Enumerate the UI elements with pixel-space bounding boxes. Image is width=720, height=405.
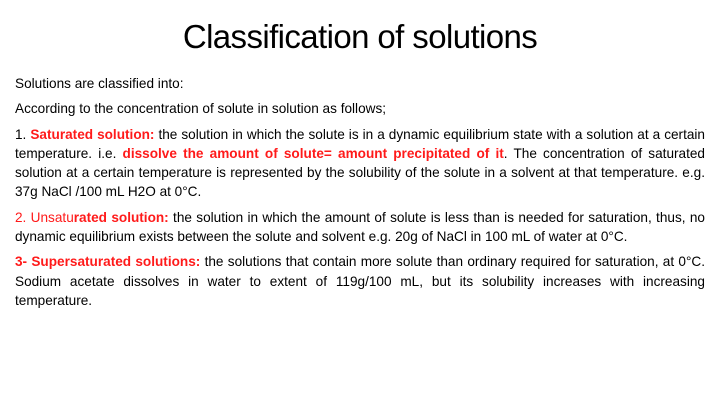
saturated-number: 1. [15,126,31,142]
supersaturated-term: 3- Supersaturated solutions: [15,254,201,270]
supersaturated-text: the solutions that contain more solute than ordinary required for saturation, at 0°C. Sodium acetate dissolves in water to extent of 119g/100 mL, but its solubility increases with increasing temperature. [15,254,705,308]
unsaturated-paragraph [15,208,705,247]
intro-line: Solutions are classified into: [15,76,184,91]
slide-title: Classification of solutions [182,18,538,55]
saturated-term: Saturated solution: [30,126,155,142]
unsaturated-prefix: 2. Unsatu [15,209,74,225]
unsaturated-term: rated solution: [73,209,169,225]
unsaturated-text: the solution in which the amount of solute is less than is needed for saturation, thus, no dynamic equilibrium exists between the solute and solvent e.g. 20g of NaCl in 100 mL of water at 0°C. [15,209,705,245]
saturated-text-a: the solution in which the solute is in a dynamic equilibrium state with a solution at a certain temperature. i.e. [15,126,705,161]
saturated-text-b: . The concentration of saturated solution at a certain temperature is represented by the solubility of the solute in a solvent at that temperature. e.g. 37g NaCl /100 mL H2O at 0°C. [15,145,705,200]
according-line: According to the concentration of solute in solution as follows; [15,101,387,117]
saturated-paragraph [15,125,705,202]
slide-body [15,74,705,316]
supersaturated-paragraph [15,252,705,310]
saturated-highlight: dissolve the amount of solute= amount precipitated of it [122,145,504,161]
